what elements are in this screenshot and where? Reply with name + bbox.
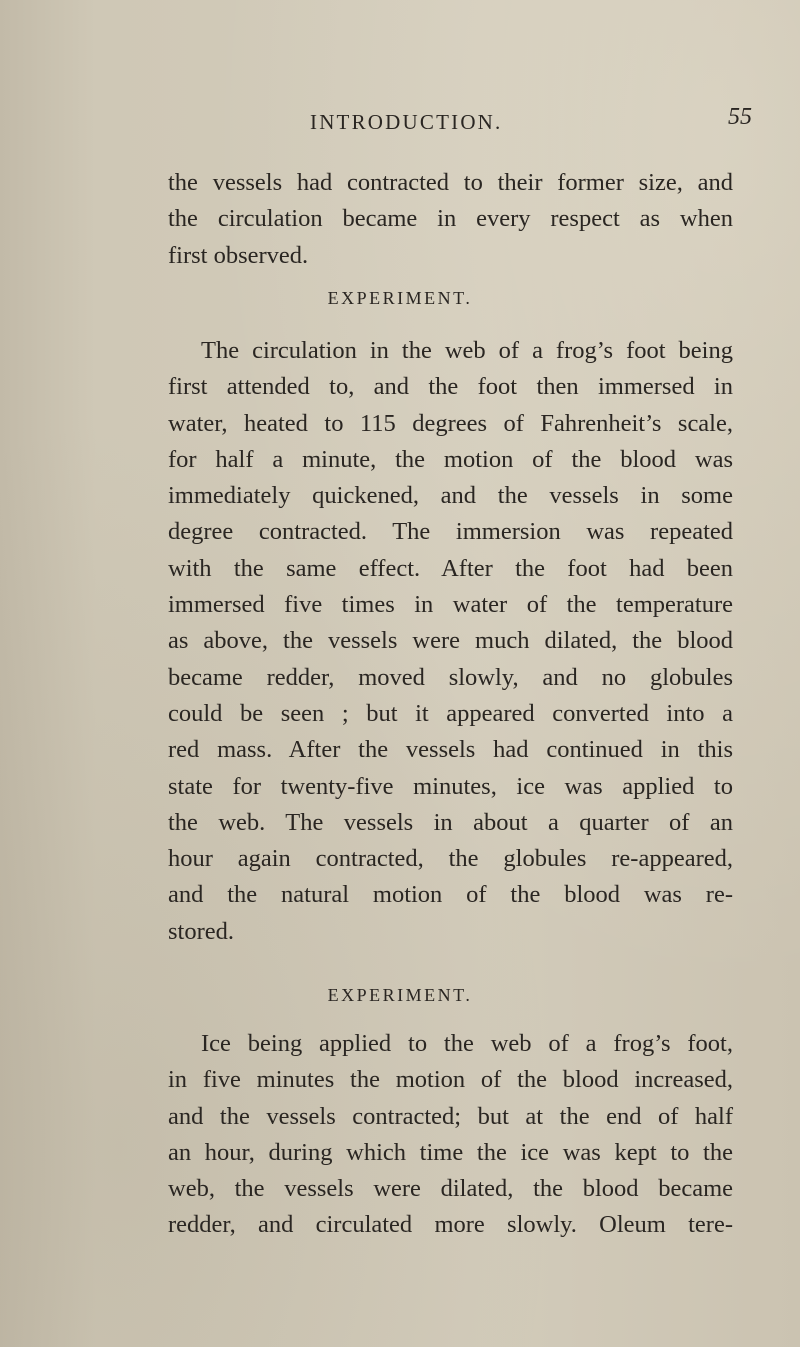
text-line: an hour, during which time the ice was kept to the [168,1138,733,1166]
text-line: water, heated to 115 degrees of Fahrenheit’s scale, [168,409,733,437]
paragraph-experiment-2 [168,1026,733,1244]
text-line: The circulation in the web of a frog’s foot being [201,337,733,364]
section-heading-experiment-1: EXPERIMENT. [327,288,473,308]
text-line: for half a minute, the motion of the blood was [168,445,733,473]
page-number: 55 [728,104,752,130]
text-line: immersed five times in water of the temperature [168,591,733,619]
text-line: redder, and circulated more slowly. Oleum tere- [168,1211,733,1239]
text-line: with the same effect. After the foot had been [168,554,733,582]
text-line: the circulation became in every respect as when [168,205,733,233]
section-heading-experiment-2: EXPERIMENT. [327,985,473,1005]
text-line: hour again contracted, the globules re-appeared, [168,845,733,873]
text-line: Ice being applied to the web of a frog’s foot, [201,1030,733,1057]
text-line: the web. The vessels in about a quarter of an [168,808,733,836]
text-line: in five minutes the motion of the blood increased, [168,1066,733,1094]
paragraph-experiment-1 [168,333,733,950]
text-line: degree contracted. The immersion was repeated [168,518,733,546]
running-head: INTRODUCTION. [310,110,503,134]
text-line: and the natural motion of the blood was re- [168,881,733,909]
text-line: became redder, moved slowly, and no globules [168,663,733,691]
text-line: and the vessels contracted; but at the end of half [168,1102,733,1130]
text-line: as above, the vessels were much dilated, the blood [168,627,733,655]
text-line: web, the vessels were dilated, the blood became [168,1175,733,1203]
text-line: immediately quickened, and the vessels in some [168,482,733,510]
text-line: red mass. After the vessels had continued in this [168,736,733,764]
text-line: the vessels had contracted to their former size, and [168,169,733,196]
text-line: first observed. [168,241,309,269]
text-line: state for twenty-five minutes, ice was applied to [168,772,733,800]
paragraph-continuation [168,165,733,274]
text-line: stored. [168,917,234,945]
text-line: first attended to, and the foot then immersed in [168,373,733,401]
text-line: could be seen ; but it appeared converted into a [168,699,733,727]
